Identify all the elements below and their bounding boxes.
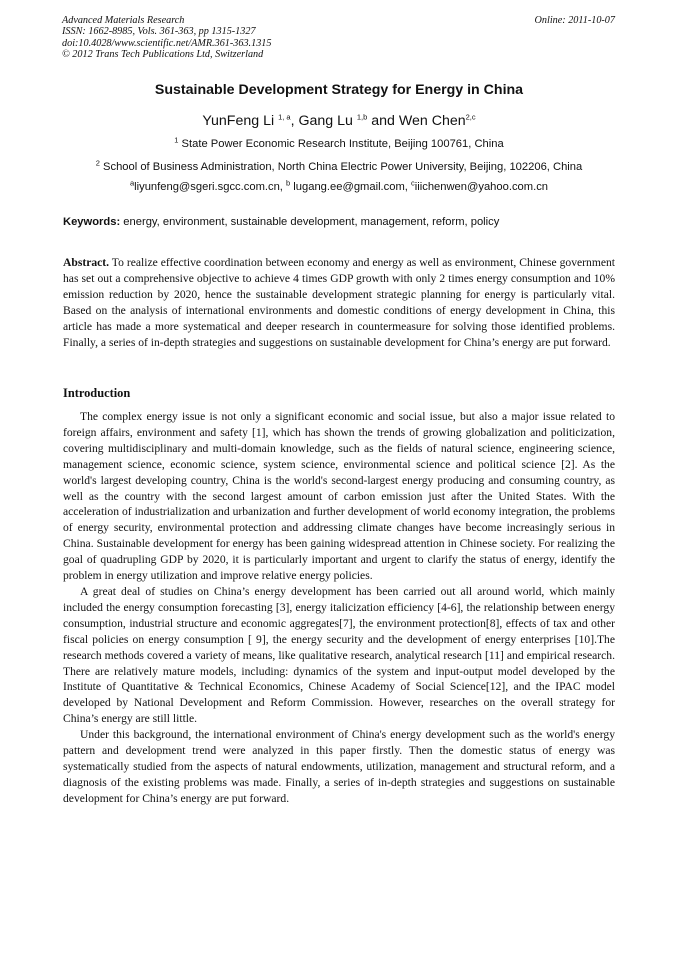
author-superscript: 1,b — [356, 112, 368, 122]
section-heading: Introduction — [63, 386, 131, 400]
journal-name: Advanced Materials Research — [62, 15, 185, 26]
email-superscript: a — [129, 178, 135, 188]
paper-title: Sustainable Development Strategy for Energy in China — [154, 82, 524, 98]
email-superscript: b — [286, 178, 291, 188]
affiliation-1 — [0, 135, 678, 150]
keywords-label: Keywords: — [63, 216, 121, 228]
online-date: Online: 2011-10-07 — [534, 15, 615, 26]
keywords-text: energy, environment, sustainable development, management, reform, policy — [120, 216, 500, 228]
author-list — [0, 113, 678, 129]
email-line — [0, 178, 678, 193]
affiliation-text: School of Business Administration, North China Electric Power University, Beijing, 102206, China — [99, 161, 583, 173]
author-name: and Wen Chen — [367, 113, 466, 129]
copyright-line: © 2012 Trans Tech Publications Ltd, Switzerland — [62, 48, 264, 60]
email-address[interactable]: iiichenwen@yahoo.com.cn — [414, 181, 549, 193]
keywords — [63, 216, 615, 228]
email-address[interactable]: lugang.ee@gmail.com, — [290, 181, 412, 193]
email-address[interactable]: liyunfeng@sgeri.sgcc.com.cn, — [134, 181, 287, 193]
doi-line: doi:10.4028/www.scientific.net/AMR.361-363.1315 — [62, 37, 272, 49]
author-superscript: 2,c — [465, 112, 476, 122]
journal-header — [62, 15, 271, 60]
introduction-body — [63, 409, 615, 807]
affiliation-superscript: 1 — [174, 135, 179, 145]
paragraph: The complex energy issue is not only a significant economic and social issue, but also a major issue related to foreign affairs, environment and safety [1], which has shown the trends of growing globalization and politicization, covering multidisciplinary and multi-domain knowledge, such as the fields of natural science, engineering science, management science, economic science, system science, environmental science and political science [2]. As the world's largest developing country, China is the world's second-largest energy producing and consuming country, as well as the country with the second largest amount of carbon emission just after the United States. With the acceleration of industrialization and urbanization and further development of world economy integration, the problems of energy security, environmental protection and addressing climate changes have become increasingly serious in China. Sustainable development for energy has been gaining widespread attention in Chinese society. For realizing the goal of quadrupling GDP by 2020, it is particularly important and urgent to clarify the status of energy, identify the problem in energy utilization and improve relative energy policies. — [63, 410, 615, 583]
abstract — [63, 255, 615, 350]
affiliation-2 — [0, 158, 678, 173]
author-name: , Gang Lu — [290, 113, 357, 129]
abstract-text: To realize effective coordination between economy and energy as well as environment, Chinese government has set out a comprehensive objective to achieve 4 times GDP growth with only 2 times energy consumption and 10% emission reduction by 2020, hence the sustainable development strategic planning for energy is particularly vital. Based on the analysis of international environments and domestic conditions of energy development in China, this article has made a more systematical and deeper research in countermeasure for solving those identified problems. Finally, a series of in-depth strategies and suggestions on sustainable development for China’s energy are put forward. — [63, 256, 615, 349]
paragraph: Under this background, the international environment of China's energy development such as the world's energy pattern and development trend were analyzed in this paper firstly. Then the domestic status of energy was systematically studied from the aspects of natural endowments, utilization, management and structural reform, and a diagnosis of the existing problems was made. Finally, a series of in-depth strategies and suggestions on sustainable development for China’s energy are put forward. — [63, 728, 615, 805]
affiliation-superscript: 2 — [95, 158, 100, 168]
email-superscript: c — [411, 178, 415, 188]
author-superscript: 1, a — [278, 112, 291, 122]
author-name: YunFeng Li — [202, 113, 279, 129]
paragraph: A great deal of studies on China’s energy development has been carried out all around world, which mainly included the energy consumption forecasting [3], energy italicization efficiency [4-6], the relationship between energy consumption, industrial structure and economic aggregates[7], the environment protection[8], effects of tax and other fiscal policies on energy consumption [ 9], the energy security and the development of energy enterprises [10].The research methods covered a variety of means, like qualitative research, analytical research [11] and empirical research. There are relatively mature models, including: dynamics of the system and input-output model developed by the Institute of Quantitative & Technical Economics, Chinese Academy of Social Science[12], and the IPAC model developed by National Development and Reform Commission. However, researches on the overall strategy for China’s energy are still little. — [63, 584, 615, 726]
abstract-label: Abstract. — [63, 256, 110, 269]
affiliation-text: State Power Economic Research Institute, Beijing 100761, China — [178, 138, 504, 150]
issn-line: ISSN: 1662-8985, Vols. 361-363, pp 1315-1327 — [62, 26, 256, 38]
